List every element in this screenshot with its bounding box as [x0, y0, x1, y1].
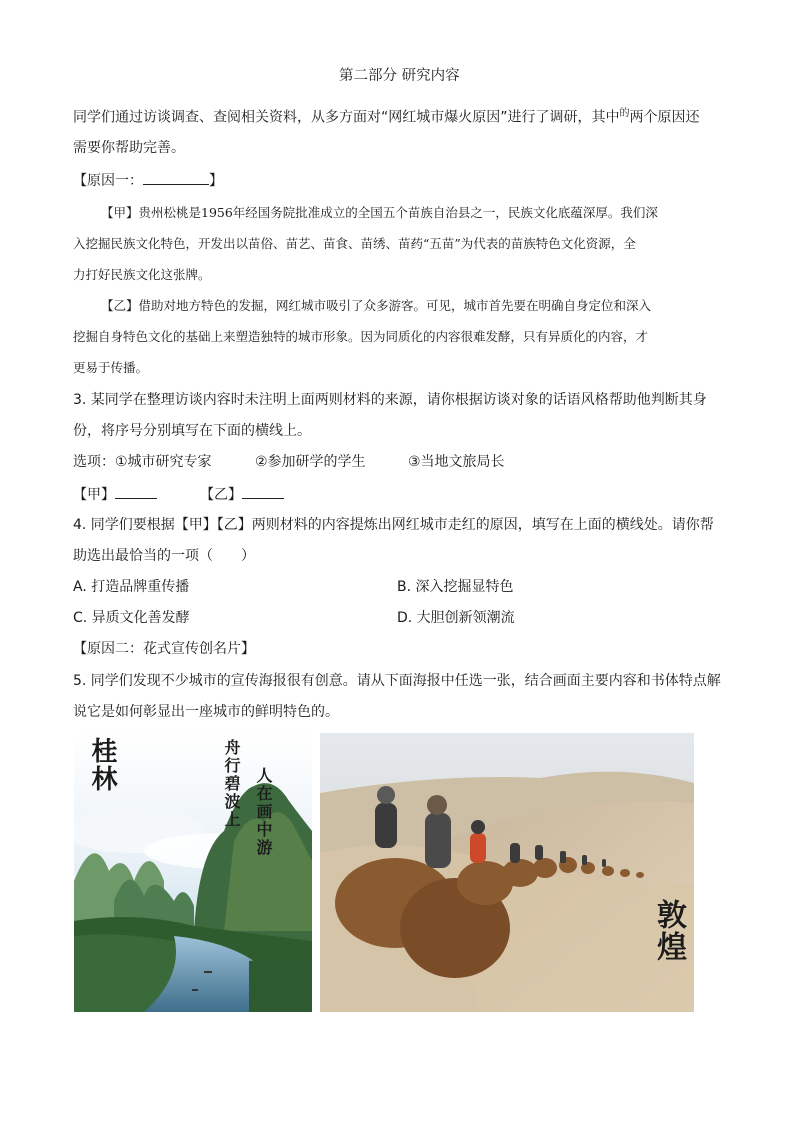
q5-line-1: 5. 同学们发现不少城市的宣传海报很有创意。请从下面海报中任选一张，结合画面主要内容和书体特点解 [73, 673, 721, 689]
dunhuang-city-name: 敦煌 [651, 899, 686, 963]
q4-line-2: 助选出最恰当的一项（ ） [73, 548, 255, 564]
q3-option-2: ②参加研学的学生 [255, 454, 366, 470]
q5-line-2: 说它是如何彰显出一座城市的鲜明特色的。 [73, 704, 339, 720]
intro-line-1 [73, 104, 700, 128]
guilin-slogan-2: 人在画中游 [254, 767, 273, 857]
q3-option-1: ①城市研究专家 [115, 454, 212, 470]
reason1-heading [73, 170, 223, 191]
q3-answer-jia [73, 484, 157, 505]
reason1-open: 【原因一： [73, 173, 143, 189]
q3-yi-label: 【乙】 [200, 487, 242, 503]
material-yi-line-3: 更易于传播。 [73, 360, 149, 375]
material-yi-line-1: 【乙】借助对地方特色的发掘，网红城市吸引了众多游客。可见，城市首先要在明确自身定位和深入 [101, 298, 652, 313]
guilin-slogan-1: 舟行碧波上 [222, 739, 241, 829]
intro-superscript: 的 [619, 108, 630, 119]
q3-jia-label: 【甲】 [73, 487, 115, 503]
q4-line-1: 4. 同学们要根据【甲】【乙】两则材料的内容提炼出网红城市走红的原因，填写在上面的横线处。请你帮 [73, 517, 714, 533]
section-title: 第二部分 研究内容 [339, 68, 460, 84]
intro-text-b: 两个原因还 [629, 109, 700, 126]
q3-options-label: 选项： [73, 454, 115, 470]
material-jia-line-3: 力打好民族文化这张牌。 [73, 267, 211, 282]
reason1-close: 】 [209, 173, 223, 189]
q4-choice-a[interactable]: A. 打造品牌重传播 [73, 579, 190, 595]
reason2-heading: 【原因二：花式宣传创名片】 [73, 641, 255, 657]
poster-dunhuang [320, 733, 694, 1012]
intro-line-2: 需要你帮助完善。 [73, 140, 185, 156]
guilin-city-name: 桂林 [87, 737, 117, 793]
q3-options [73, 452, 212, 472]
material-jia-line-2: 入挖掘民族文化特色，开发出以苗俗、苗艺、苗食、苗绣、苗药“五苗”为代表的苗族特色文化资源，全 [73, 236, 636, 251]
q4-choice-b[interactable]: B. 深入挖掘显特色 [397, 579, 514, 595]
intro-text-a: 同学们通过访谈调查、查阅相关资料，从多方面对“网红城市爆火原因”进行了调研，其中 [73, 109, 620, 126]
q3-option-3: ③当地文旅局长 [408, 454, 505, 470]
poster-guilin [74, 731, 312, 1012]
material-yi-line-2: 挖掘自身特色文化的基础上来塑造独特的城市形象。因为同质化的内容很难发酵，只有异质化的内容，才 [73, 329, 649, 344]
q3-line-1: 3. 某同学在整理访谈内容时未注明上面两则材料的来源，请你根据访谈对象的话语风格帮助他判断其身 [73, 392, 707, 408]
material-jia-line-1: 【甲】贵州松桃是1956年经国务院批准成立的全国五个苗族自治县之一，民族文化底蕴深厚。我们深 [101, 205, 658, 220]
reason1-answer-blank[interactable] [143, 170, 209, 185]
q3-jia-blank[interactable] [115, 484, 157, 499]
q3-answer-yi [200, 484, 284, 505]
q3-line-2: 份，将序号分别填写在下面的横线上。 [73, 423, 311, 439]
dunhuang-desert-image [320, 733, 694, 1012]
q4-choice-d[interactable]: D. 大胆创新领潮流 [397, 610, 515, 626]
q3-yi-blank[interactable] [242, 484, 284, 499]
q4-choice-c[interactable]: C. 异质文化善发酵 [73, 610, 190, 626]
